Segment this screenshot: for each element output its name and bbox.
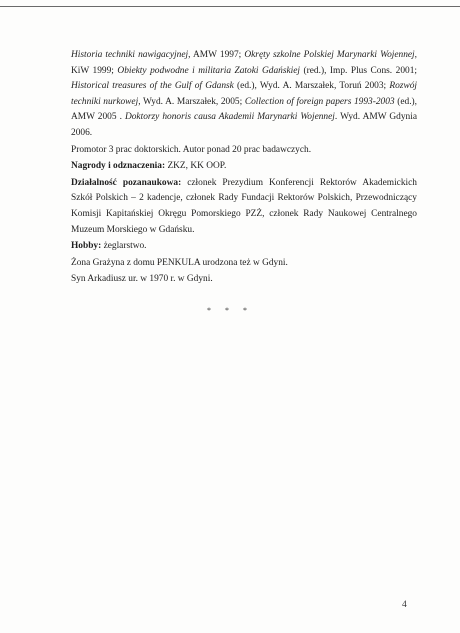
publication-info: , KiW 1999; [71,50,418,76]
publications-paragraph [71,48,417,142]
publication-info: (red.), Imp. Plus Cons. 2001; [300,65,417,76]
top-rule [0,6,460,7]
publication-title: Doktorzy honoris causa Akademii Marynarki Wojennej [124,112,335,123]
document-body [71,48,417,288]
publication-info: (ed.), Wyd. A. Marszałek, Toruń 2003; [233,81,390,92]
publication-info: (ed.), AMW 2005 . [71,96,418,123]
section-separator: * * * [207,306,253,315]
activity-text: członek Prezydium Konferencji Rektorów Akademickich Szkół Polskich – 2 kadencje, członek Rady Fundacji Rektorów Polskich, Przewodniczący Komisji Kapitańskiej Okręgu Pomorskiego PZŻ, członek Rady Naukowej Centralnego Muzeum Morskiego w Gdańsku. [71,177,417,235]
hobby-text: żeglarstwo. [101,241,147,252]
promotor-paragraph: Promotor 3 prac doktorskich. Autor ponad 20 prac badawczych. [71,144,312,155]
publication-title: Historical treasures of the Gulf of Gdansk [71,81,234,92]
awards-text: ZKZ, KK OOP. [165,161,227,172]
publication-info: , AMW 1997; [188,50,245,60]
publication-title: Rozwój techniki nurkowej [71,81,417,107]
activity-label: Działalność pozanaukowa: [71,177,182,188]
publication-info: , Wyd. A. Marszałek, 2005; [138,96,245,107]
awards-label: Nagrody i odznaczenia: [71,161,166,172]
activity-paragraph [71,176,417,238]
publication-info: . Wyd. AMW Gdynia 2006. [71,112,417,138]
son-paragraph: Syn Arkadiusz ur. w 1970 r. w Gdyni. [71,274,213,285]
publication-title: Historia techniki nawigacyjnej [71,50,189,60]
publication-title: Okręty szkolne Polskiej Marynarki Wojennej [244,50,415,60]
publication-title: Collection of foreign papers 1993-2003 [244,96,395,107]
publication-title: Obiekty podwodne i militaria Zatoki Gdańskiej [117,65,301,76]
hobby-paragraph [71,239,417,255]
awards-paragraph [71,159,417,175]
wife-paragraph: Żona Grażyna z domu PENKULA urodzona też w Gdyni. [71,257,288,268]
hobby-label: Hobby: [71,241,102,252]
page-number: 4 [402,600,407,610]
